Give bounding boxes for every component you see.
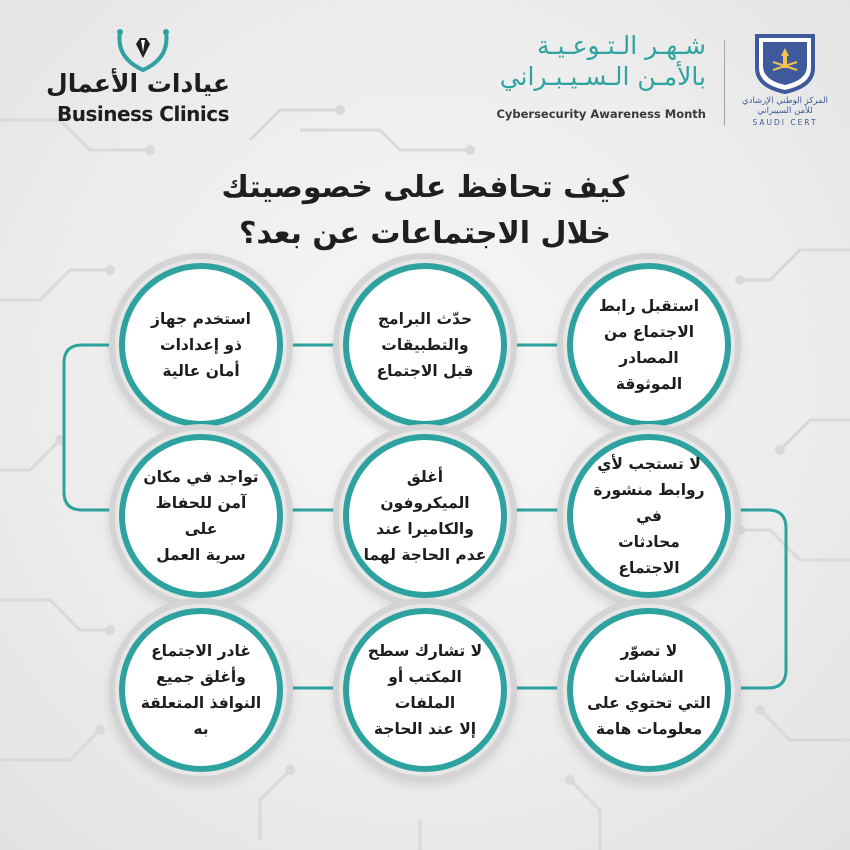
tip-circle (567, 263, 731, 427)
tip-circle (567, 434, 731, 598)
business-clinics-english: Business Clinics (56, 102, 230, 126)
tip-text: حدّث البرامج والتطبيقات قبل الاجتماع (376, 310, 474, 380)
tip-circle (343, 434, 507, 598)
tip-circle (343, 608, 507, 772)
tip-circle (119, 263, 283, 427)
tip-circle (343, 263, 507, 427)
campaign-arabic-line1: شـهـر الـتـوعـيـة (536, 31, 706, 60)
shield-icon (753, 32, 817, 94)
tip-text: تواجد في مكان آمن للحفاظ على سرية العمل (143, 468, 259, 564)
business-clinics-logo (38, 28, 248, 138)
campaign-logo (480, 30, 706, 130)
tip-text: لا تصوّر الشاشات التي تحتوي على معلومات هامة (587, 642, 711, 738)
saudi-cert-arabic: المركز الوطني الإرشادي للأمن السيبراني (742, 96, 828, 116)
page-title-line2: خلال الاجتماعات عن بعد؟ (239, 216, 611, 251)
campaign-arabic-line2: بالأمـن الـسـيـبـراني (499, 62, 706, 91)
tip-text: أغلق الميكروفون والكاميرا عند عدم الحاجة لهما (363, 468, 487, 564)
tip-text: غادر الاجتماع وأغلق جميع النوافذ المتعلقة به (140, 642, 262, 738)
saudi-cert-logo (735, 30, 835, 130)
tip-text: لا تستجب لأي روابط منشورة في محادثات الاجتماع (593, 455, 705, 577)
tip-text: استقبل رابط الاجتماع من المصادر الموثوقة (598, 297, 700, 393)
tip-circle (119, 434, 283, 598)
saudi-cert-english: SAUDI CERT (752, 118, 818, 127)
tip-circle (567, 608, 731, 772)
campaign-english: Cybersecurity Awareness Month (496, 107, 706, 121)
header-divider (724, 40, 725, 126)
page-title-line1: كيف تحافظ على خصوصيتك (221, 170, 629, 205)
tip-circle (119, 608, 283, 772)
tip-text: استخدم جهاز ذو إعدادات أمان عالية (151, 310, 251, 380)
business-clinics-arabic: عيادات الأعمال (46, 69, 230, 98)
tip-text: لا تشارك سطح المكتب أو الملفات إلا عند الحاجة (367, 642, 483, 738)
